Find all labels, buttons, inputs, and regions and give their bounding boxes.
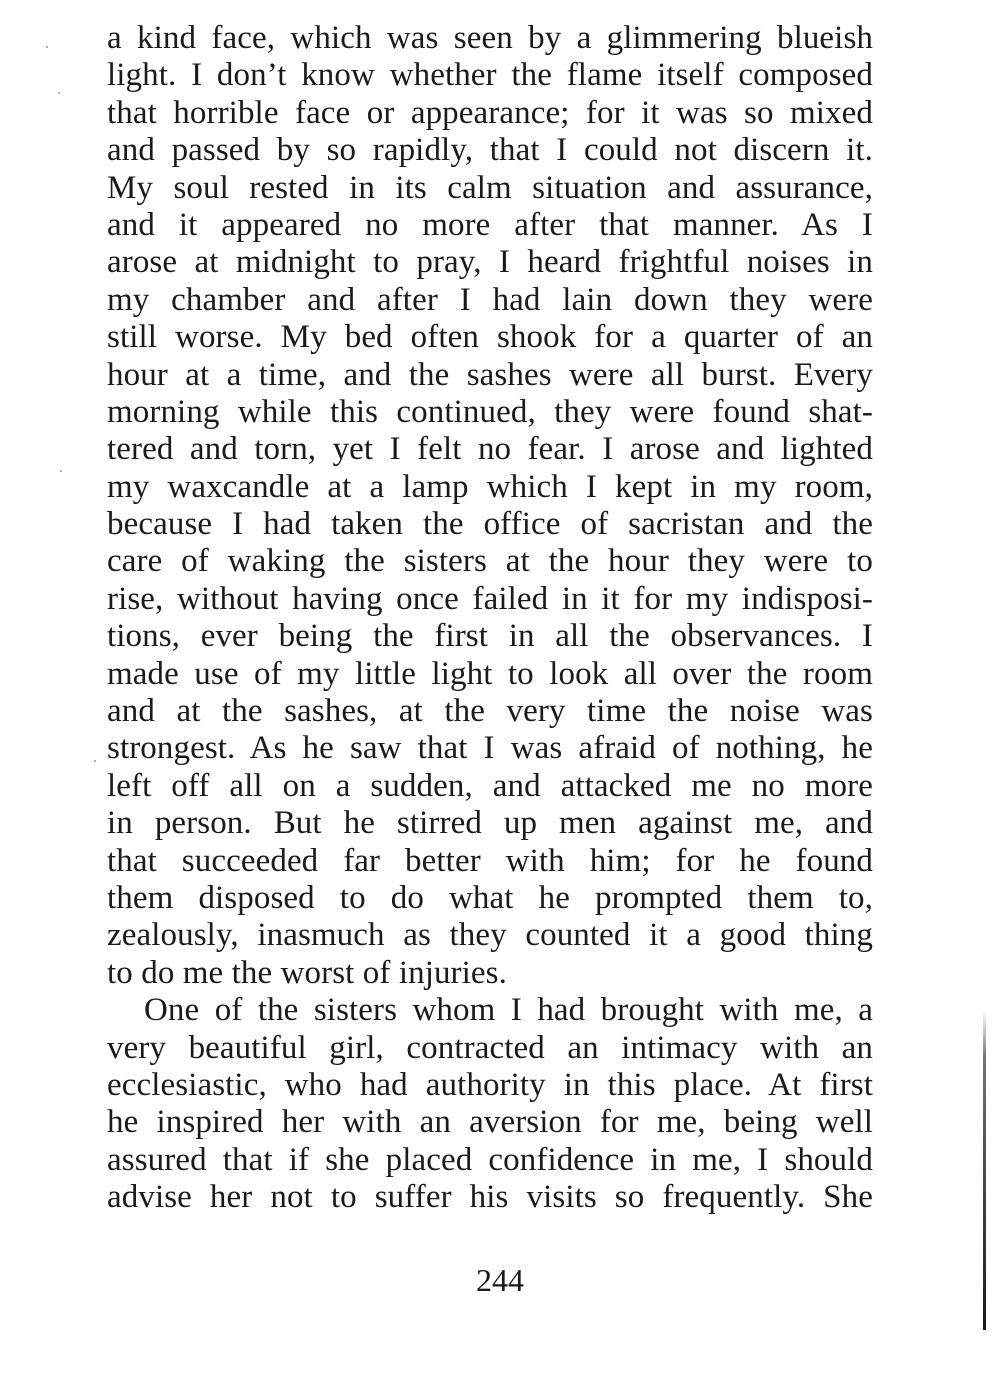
text-line: strongest. As he saw that I was afraid of nothing, he (107, 730, 873, 767)
paragraph-2 (107, 992, 873, 1216)
text-line: my chamber and after I had lain down they were (107, 281, 873, 318)
text-line: to do me the worst of injuries. (107, 954, 507, 991)
text-line: he inspired her with an aversion for me, being well (107, 1104, 873, 1141)
text-line: advise her not to suffer his visits so frequently. She (107, 1179, 873, 1216)
text-line: zealously, inasmuch as they counted it a good thing (107, 917, 873, 954)
text-line: morning while this continued, they were found shat- (107, 393, 873, 430)
text-line: made use of my little light to look all over the room (107, 655, 873, 692)
scan-speck (60, 470, 62, 472)
text-line: that succeeded far better with him; for he found (107, 842, 873, 879)
text-line: care of waking the sisters at the hour they were to (107, 543, 873, 580)
text-line: my waxcandle at a lamp which I kept in my room, (107, 468, 873, 505)
page-number: 244 (476, 1262, 524, 1298)
text-line: assured that if she placed confidence in me, I should (107, 1141, 873, 1178)
text-line: because I had taken the office of sacristan and the (107, 506, 873, 543)
scan-speck (58, 92, 60, 94)
text-line: still worse. My bed often shook for a quarter of an (107, 319, 873, 356)
text-line: tions, ever being the first in all the observances. I (107, 618, 873, 655)
scan-speck (46, 46, 48, 48)
text-line: left off all on a sudden, and attacked me no more (107, 767, 873, 804)
text-line: and it appeared no more after that manner. As I (107, 206, 873, 243)
text-line: One of the sisters whom I had brought with me, a (144, 992, 873, 1029)
text-line: and passed by so rapidly, that I could not discern it. (107, 132, 873, 169)
text-line: them disposed to do what he prompted them to, (107, 879, 873, 916)
text-line: light. I don’t know whether the flame itself composed (107, 57, 873, 94)
text-line: tered and torn, yet I felt no fear. I arose and lighted (107, 431, 873, 468)
text-line: and at the sashes, at the very time the noise was (107, 693, 873, 730)
scan-edge-shadow (983, 1010, 986, 1330)
text-line: hour at a time, and the sashes were all burst. Every (107, 356, 873, 393)
text-line: ecclesiastic, who had authority in this place. At first (107, 1066, 873, 1103)
body-text (107, 20, 873, 1217)
text-line: in person. But he stirred up men against me, and (107, 805, 873, 842)
text-line: My soul rested in its calm situation and assurance, (107, 169, 873, 206)
paragraph-1 (107, 20, 873, 992)
text-line: arose at midnight to pray, I heard frightful noises in (107, 244, 873, 281)
text-line: very beautiful girl, contracted an intimacy with an (107, 1029, 873, 1066)
text-line: a kind face, which was seen by a glimmering blueish (107, 20, 873, 56)
text-line: rise, without having once failed in it for my indisposi- (107, 580, 873, 617)
scan-speck (94, 760, 96, 762)
text-line: that horrible face or appearance; for it was so mixed (107, 94, 873, 131)
